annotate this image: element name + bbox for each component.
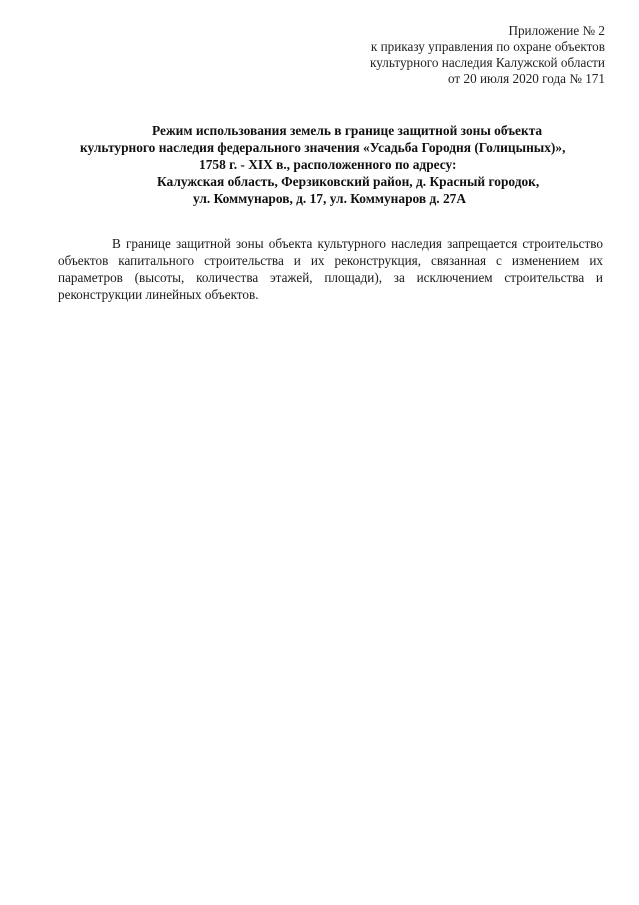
appendix-header <box>275 23 605 87</box>
title-line-5: ул. Коммунаров, д. 17, ул. Коммунаров д. 27А <box>193 191 467 206</box>
document-title <box>60 122 600 207</box>
appendix-date: от 20 июля 2020 года № 171 <box>448 71 605 86</box>
body-paragraph: В границе защитной зоны объекта культурного наследия запрещается строительство объектов капитального строительства и их реконструкция, связанная с изменением их параметров (высоты, количества этажей, площади), за исключением строительства и реконструкции линейных объектов. <box>58 236 603 302</box>
title-line-2: культурного наследия федерального значения «Усадьба Городня (Голицыных)», <box>80 140 566 155</box>
title-line-3: 1758 г. - XIX в., расположенного по адресу: <box>199 157 457 172</box>
appendix-order-ref: к приказу управления по охране объектов <box>370 39 605 54</box>
appendix-authority: культурного наследия Калужской области <box>370 55 605 70</box>
appendix-number: Приложение № 2 <box>508 23 605 38</box>
title-line-4: Калужская область, Ферзиковский район, д. Красный городок, <box>157 174 540 189</box>
title-line-1: Режим использования земель в границе защитной зоны объекта <box>152 123 543 138</box>
